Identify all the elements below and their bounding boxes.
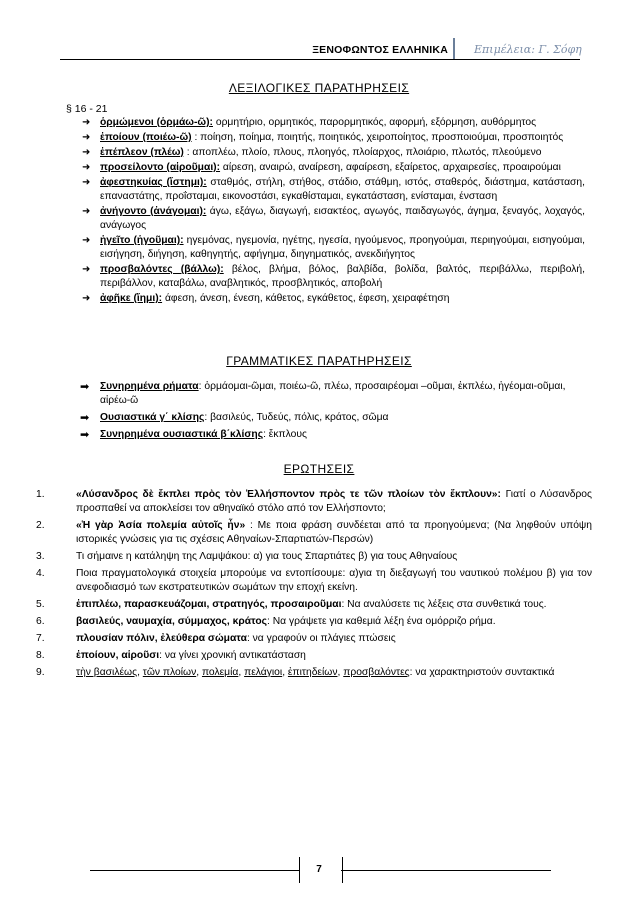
question-item: [36, 550, 592, 564]
grammar-term: Συνηρημένα ρήματα: [100, 381, 199, 392]
grammar-term: Συνηρημένα ουσιαστικά β΄κλίσης: [100, 429, 264, 440]
question-number: 4.: [36, 568, 45, 579]
question-text: : Να αναλύσετε τις λέξεις στα συνθετικά τους.: [341, 599, 547, 610]
question-text: Γιατί ο Λύσανδρος προσπαθεί να αποκλείσει τον αθηναϊκό στόλο από τον Ελλήσποντο;: [76, 489, 592, 514]
arrow-icon: ➜: [82, 264, 91, 275]
question-text: Τι σήμαινε η κατάληψη της Λαμψάκου: α) για τους Σπαρτιάτες β) για τους Αθηναίους: [76, 551, 458, 562]
lexical-text: : ποίηση, ποίημα, ποιητής, ποιητικός, χειροποίητος, προσποιούμαι, προσποιητός: [191, 132, 564, 143]
question-words: πλουσίαν πόλιν, ἐλεύθερα σώματα: [76, 633, 247, 644]
lexical-text: αίρεση, αναιρώ, αναίρεση, αφαίρεση, εξαίρετος, αρχαιρεσίες, προαιρούμαι: [220, 162, 561, 173]
question-number: 5.: [36, 599, 45, 610]
header-divider: [453, 38, 455, 60]
header-title: ΞΕΝΟΦΩΝΤΟΣ ΕΛΛΗΝΙΚΑ: [312, 44, 448, 56]
question-number: 2.: [36, 520, 45, 531]
arrow-icon: ➜: [82, 293, 91, 304]
question-number: 3.: [36, 551, 45, 562]
arrow-icon: ➜: [82, 147, 91, 158]
lexical-term: ἀνήγοντο (ἀνάγομαι):: [100, 206, 207, 217]
arrow-icon: ➜: [82, 206, 91, 217]
lexical-text: ορμητήριο, ορμητικός, παρορμητικός, αφορμή, εξόρμηση, αυθόρμητος: [212, 117, 537, 128]
question-item: [36, 598, 592, 612]
question-number: 9.: [36, 667, 45, 678]
question-item: [36, 519, 592, 547]
grammar-text: : βασιλεύς, Τυδεύς, πόλις, κράτος, σῶμα: [204, 412, 389, 423]
lexical-term: ἡγεῖτο (ἡγοῦμαι):: [100, 235, 184, 246]
lexical-text: άγω, εξάγω, διαγωγή, εισακτέος, αγωγός, παιδαγωγός, άγημα, ξεναγός, λοχαγός, ανάγωγος: [100, 206, 585, 231]
question-text: : Με ποια φράση συνδέεται από τα προηγούμενα; (Να ληφθούν υπόψη ιστορικές γνώσεις για τις σχέσεις Αθηναίων-Σπαρτιατών-Περσών): [76, 520, 592, 545]
list-item: [80, 263, 585, 291]
list-item: [80, 292, 585, 306]
lexical-term: ἀφεστηκυίας (ἵστημι):: [100, 177, 207, 188]
question-number: 8.: [36, 650, 45, 661]
question-words: βασιλεύς, ναυμαχία, σύμμαχος, κράτος: [76, 616, 268, 627]
lexical-term: προσβαλόντες (βάλλω):: [100, 264, 224, 275]
lexical-list: [80, 116, 585, 307]
page-header: [0, 0, 638, 60]
question-item: [36, 615, 592, 629]
arrow-icon: ➜: [82, 132, 91, 143]
question-item: [36, 632, 592, 646]
arrow-icon: ➜: [82, 162, 91, 173]
arrow-icon: ➜: [82, 117, 91, 128]
lexical-term: ὁρμώμενοι (ὁρμάω-ῶ):: [100, 117, 213, 128]
lexical-text: σταθμός, στήλη, στήθος, στάδιο, στάθμη, ιστός, σταθερός, διάστημα, κατάσταση, επαναστάτης, προΐσταμαι, εικονοστάσι, εγκαθίσταμαι, εγκατάσταση, ενίσταμαι, ένσταση: [100, 177, 586, 202]
lexical-term: ἐπέπλεον (πλέω): [100, 147, 184, 158]
question-quote: «Λύσανδρος δὲ ἔκπλει πρὸς τὸν Ἑλλήσποντον πρὸς τε τῶν πλοίων τὸν ἔκπλουν»:: [76, 489, 501, 500]
lexical-text: ηγεμόνας, ηγεμονία, ηγέτης, ηγεσία, ηγούμενος, προηγούμαι, περιηγούμαι, εισηγούμαι, εισήγηση, διήγηση, καθηγητής, αφήγημα, διηγηματικός, ανεκδιήγητος: [100, 235, 585, 260]
list-item: [80, 161, 585, 175]
list-item: [80, 146, 585, 160]
question-words: ἐποίουν, αἱροῦσι: [76, 650, 160, 661]
underlined-word: προσβαλόντες: [343, 667, 410, 678]
grammar-text: : ἔκπλους: [263, 429, 307, 440]
underlined-word: ἐπιτηδείων: [287, 667, 338, 678]
lexical-text: : αποπλέω, πλοίο, πλους, πλοηγός, πλοίαρχος, πλοιάριο, πλωτός, πλεούμενο: [183, 147, 542, 158]
pointer-arrow-icon: ➡: [80, 412, 90, 424]
page-number: 7: [316, 864, 322, 875]
grammar-text: : ὁρμάομαι-ῶμαι, ποιέω-ῶ, πλέω, προσαιρέομαι –οῦμαι, ἐκπλέω, ἡγέομαι-οῦμαι, αἱρέω-ῶ: [100, 381, 566, 406]
question-text: : να γραφούν οι πλάγιες πτώσεις: [246, 633, 396, 644]
question-item: [36, 567, 592, 595]
question-item: [36, 649, 592, 663]
list-item: [80, 116, 585, 130]
underlined-word: τὴν βασιλέως: [76, 667, 138, 678]
list-item: [78, 428, 583, 442]
question-words: ἐπιπλέω, παρασκευάζομαι, στρατηγός, προσαιροῦμαι: [76, 599, 342, 610]
pointer-arrow-icon: ➡: [80, 381, 90, 393]
question-text: : Να γράψετε για καθεμιά λέξη ένα ομόρριζο ρήμα.: [267, 616, 496, 627]
list-item: [80, 131, 585, 145]
header-author: Επιμέλεια: Γ. Σόφη: [474, 43, 582, 56]
header-rule: [60, 59, 580, 60]
arrow-icon: ➜: [82, 235, 91, 246]
question-quote: «Ἡ γὰρ Ἀσία πολεμία αὐτοῖς ἦν»: [76, 520, 246, 531]
question-number: 6.: [36, 616, 45, 627]
underlined-word: πολεμία: [201, 667, 239, 678]
question-number: 1.: [36, 489, 45, 500]
section-reference: § 16 - 21: [66, 103, 108, 115]
lexical-term: προσείλοντο (αἱροῦμαι):: [100, 162, 221, 173]
underlined-word: τῶν πλοίων: [142, 667, 197, 678]
underlined-word: πελάγιοι: [244, 667, 283, 678]
list-item: [80, 176, 585, 204]
lexical-term: ἐποίουν (ποιέω-ῶ): [100, 132, 192, 143]
list-item: [78, 380, 583, 408]
grammar-list: [78, 380, 583, 445]
question-text: : να γίνει χρονική αντικατάσταση: [159, 650, 306, 661]
question-item: [36, 488, 592, 516]
lexical-heading: ΛΕΞΙΛΟΓΙΚΕΣ ΠΑΡΑΤΗΡΗΣΕΙΣ: [228, 81, 410, 95]
lexical-term: ἀφῆκε (ἵημι):: [100, 293, 163, 304]
grammar-heading: ΓΡΑΜΜΑΤΙΚΕΣ ΠΑΡΑΤΗΡΗΣΕΙΣ: [226, 354, 412, 368]
list-item: [78, 411, 583, 425]
question-text: : να χαρακτηριστούν συντακτικά: [409, 667, 555, 678]
list-item: [80, 234, 585, 262]
list-item: [80, 205, 585, 233]
questions-list: [36, 488, 592, 683]
grammar-term: Ουσιαστικά γ΄ κλίσης: [100, 412, 205, 423]
pointer-arrow-icon: ➡: [80, 429, 90, 441]
arrow-icon: ➜: [82, 177, 91, 188]
question-number: 7.: [36, 633, 45, 644]
lexical-text: βέλος, βλήμα, βόλος, βαλβίδα, βολίδα, βαλτός, περιβάλλω, περιβολή, περιβάλλον, καταβάλω, αναβλητικός, προσβλητικός, αποβολή: [100, 264, 585, 289]
question-text: Ποια πραγματολογικά στοιχεία μπορούμε να εντοπίσουμε: α)για τη διεξαγωγή του ναυτικού πολέμου β) για τον ανεφοδιασμό των εκστρατευτικών σωμάτων την εποχή εκείνη.: [76, 568, 592, 593]
question-item: 9. τὴν βασιλέως, τῶν πλοίων, πολεμία, πελάγιοι, ἐπιτηδείων, προσβαλόντες: να χαρακτηριστούν συντακτικά: [36, 667, 555, 678]
questions-heading: ΕΡΩΤΗΣΕΙΣ: [283, 462, 355, 476]
lexical-text: άφεση, άνεση, ένεση, κάθετος, εγκάθετος, έφεση, χειραφέτηση: [162, 293, 450, 304]
